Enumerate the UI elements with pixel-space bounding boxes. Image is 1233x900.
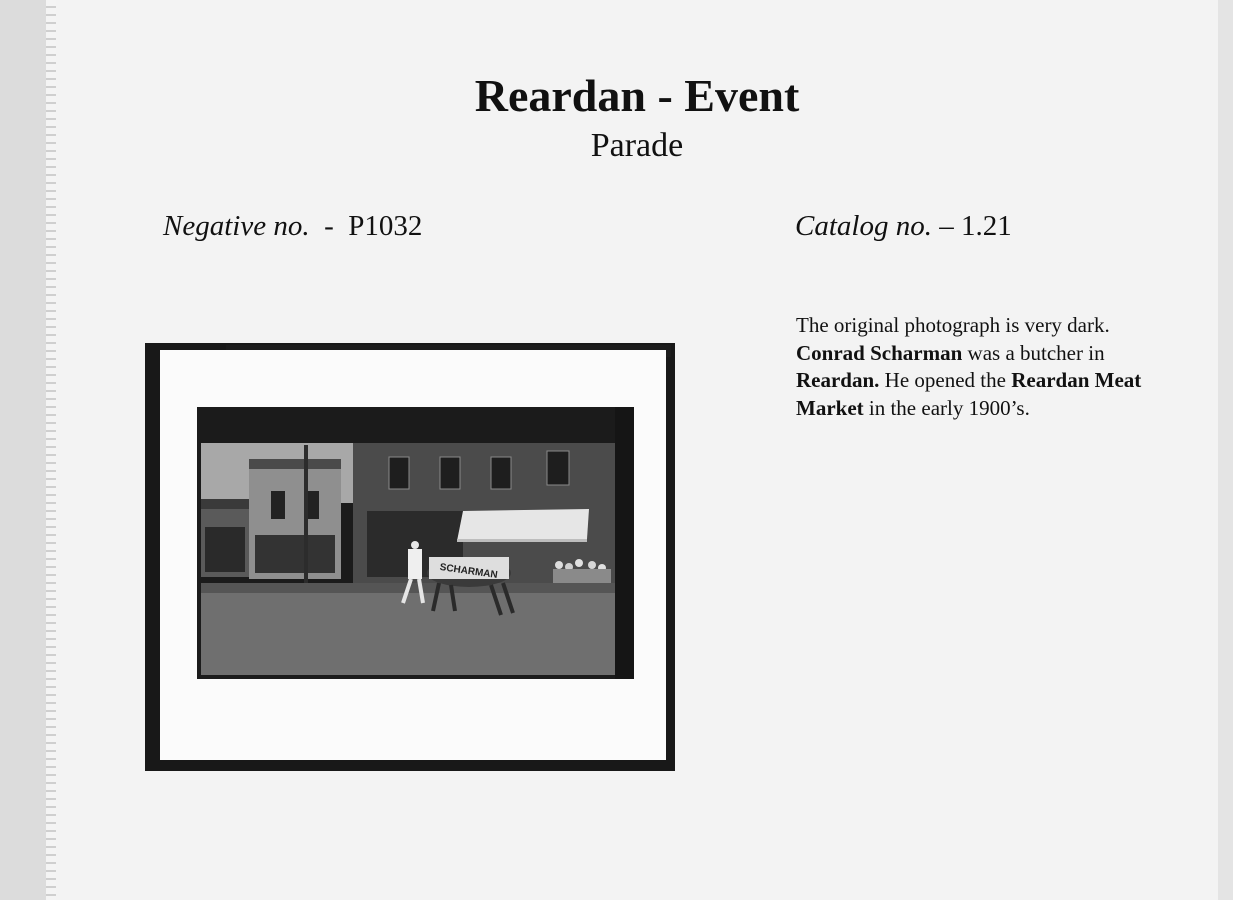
parade-photograph <box>197 407 634 679</box>
catalog-number-label: Catalog no. <box>795 210 932 242</box>
negative-number-line <box>163 208 422 244</box>
negative-number-label: Negative no. <box>163 210 310 242</box>
description-business-name: Reardan Meat Market <box>796 368 1142 420</box>
binder-right-edge <box>1218 0 1233 900</box>
catalog-number-line <box>795 208 1012 244</box>
page-title: Reardan - Event <box>474 70 800 121</box>
banner-text: SCHARMAN <box>438 561 499 581</box>
description-name-conrad: Conrad Scharman <box>796 340 963 365</box>
description-sentence-2: was a butcher in <box>962 340 1105 365</box>
negative-number-value: P1032 <box>348 210 423 242</box>
description-sentence-3-end: in the early 1900’s. <box>863 395 1030 420</box>
negative-number-separator: - <box>309 210 349 242</box>
description-sentence-1: The original photograph is very dark. <box>796 313 1110 337</box>
description-sentence-3: He opened the <box>879 368 1012 392</box>
catalog-number-separator: – <box>931 210 961 242</box>
parade-photograph-image <box>197 407 634 679</box>
binder-left-edge <box>0 0 46 900</box>
page-subtitle: Parade <box>590 127 684 164</box>
photo-description <box>796 312 1156 422</box>
binder-perforation-strip <box>46 0 56 900</box>
catalog-number-value: 1.21 <box>960 210 1012 242</box>
description-town-reardan: Reardan. <box>796 368 880 392</box>
